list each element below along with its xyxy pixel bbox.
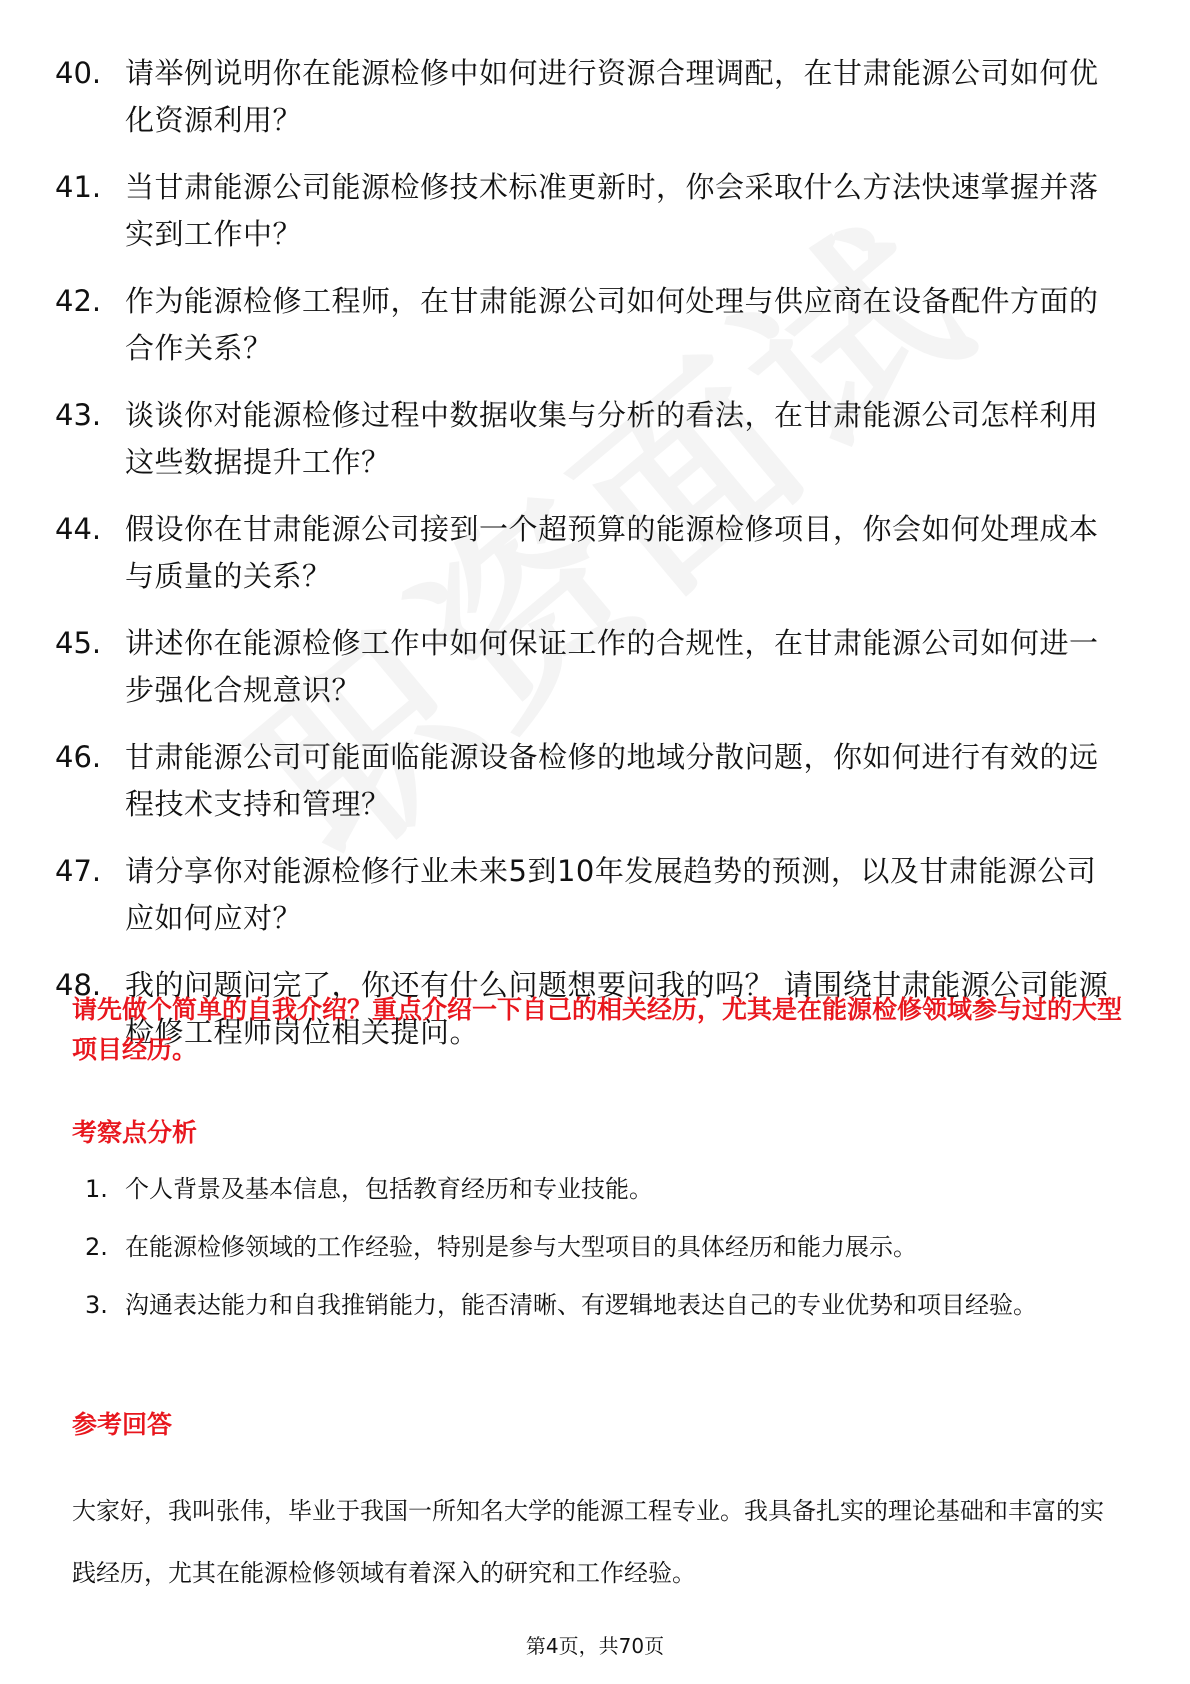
analysis-heading: 考察点分析 [72, 1118, 198, 1147]
list-item [55, 278, 1115, 372]
question-text: 讲述你在能源检修工作中如何保证工作的合规性，在甘肃能源公司如何进一步强化合规意识？ [125, 626, 1099, 707]
page-footer: 第4页，共70页 [525, 1634, 665, 1658]
list-item [55, 164, 1115, 258]
question-number: 44. [55, 512, 102, 546]
point-number: 2. [85, 1233, 108, 1261]
point-number: 1. [85, 1175, 108, 1203]
question-number: 46. [55, 740, 102, 774]
list-item [85, 1221, 1115, 1273]
analysis-list [85, 1163, 1115, 1337]
answer-paragraph: 大家好，我叫张伟，毕业于我国一所知名大学的能源工程专业。我具备扎实的理论基础和丰富的实践经历，尤其在能源检修领域有着深入的研究和工作经验。 [72, 1497, 1104, 1587]
question-text: 甘肃能源公司可能面临能源设备检修的地域分散问题，你如何进行有效的远程技术支持和管理？ [125, 740, 1099, 821]
list-item [85, 1279, 1115, 1331]
question-number: 43. [55, 398, 102, 432]
question-number: 41. [55, 170, 102, 204]
list-item [55, 506, 1115, 600]
question-text: 请举例说明你在能源检修中如何进行资源合理调配，在甘肃能源公司如何优化资源利用？ [125, 56, 1099, 137]
question-number: 48. [55, 968, 102, 1002]
answer-heading: 参考回答 [72, 1410, 173, 1439]
question-list [55, 50, 1115, 1076]
question-number: 40. [55, 56, 102, 90]
point-number: 3. [85, 1291, 108, 1319]
list-item [55, 848, 1115, 942]
highlight-question: 请先做个简单的自我介绍？重点介绍一下自己的相关经历，尤其是在能源检修领域参与过的大型项目经历。 [72, 995, 1123, 1064]
list-item [55, 734, 1115, 828]
question-number: 42. [55, 284, 102, 318]
list-item [55, 392, 1115, 486]
point-text: 在能源检修领域的工作经验，特别是参与大型项目的具体经历和能力展示。 [125, 1233, 917, 1261]
question-text: 作为能源检修工程师，在甘肃能源公司如何处理与供应商在设备配件方面的合作关系？ [125, 284, 1099, 365]
list-item [55, 50, 1115, 144]
question-text: 假设你在甘肃能源公司接到一个超预算的能源检修项目，你会如何处理成本与质量的关系？ [125, 512, 1099, 593]
question-text: 我的问题问完了，你还有什么问题想要问我的吗？ 请围绕甘肃能源公司能源检修工程师岗位相关提问。 [125, 968, 1109, 1049]
point-text: 沟通表达能力和自我推销能力，能否清晰、有逻辑地表达自己的专业优势和项目经验。 [125, 1291, 1037, 1319]
question-number: 45. [55, 626, 102, 660]
question-number: 47. [55, 854, 102, 888]
question-text: 请分享你对能源检修行业未来5到10年发展趋势的预测，以及甘肃能源公司应如何应对？ [125, 854, 1097, 935]
list-item [85, 1163, 1115, 1215]
point-text: 个人背景及基本信息，包括教育经历和专业技能。 [125, 1175, 653, 1203]
question-text: 当甘肃能源公司能源检修技术标准更新时，你会采取什么方法快速掌握并落实到工作中？ [125, 170, 1099, 251]
list-item [55, 620, 1115, 714]
question-text: 谈谈你对能源检修过程中数据收集与分析的看法，在甘肃能源公司怎样利用这些数据提升工作？ [125, 398, 1099, 479]
